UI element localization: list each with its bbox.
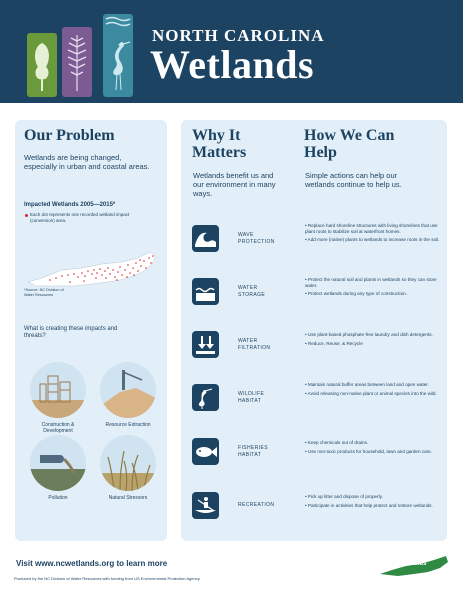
extraction-icon [100,362,156,418]
construction-image [30,362,86,418]
nc-impact-map [22,240,162,290]
row-label-fisheries [238,445,268,458]
problem-heading: Our Problem [24,127,115,144]
bullet-item: • Maintain natural buffer areas between land and open water. [305,382,429,387]
how-heading: How We Can Help [304,127,395,161]
threats-question: What is creating these impacts and threats? [24,326,118,340]
problem-intro: Wetlands are being changed, especially in urban and coastal areas. [24,153,150,171]
pollution-icon [30,435,86,491]
row-label-line2: HABITAT [238,451,262,458]
heron-icon [192,384,219,411]
tree-icon [27,33,57,97]
kayak-icon [192,492,219,519]
bullet-item: • Reduce, Reuse, & Recycle [305,340,363,346]
row-label-line2: HABITAT [238,397,262,404]
extraction-image [100,362,156,418]
row-label-line1: WATER [238,285,258,291]
row-bullets-wildlife [305,382,443,399]
row-label-line1: FISHERIES [238,445,268,451]
row-label-line1: RECREATION [238,502,275,508]
row-label-line2: FILTRATION [238,344,271,351]
fern-icon [62,27,92,97]
why-heading: Why It Matters [192,127,247,161]
nc-wetlands-logo [378,552,450,578]
fish-icon [192,438,219,465]
row-label-line1: WATER [238,338,258,344]
grass-icon [100,435,156,491]
bullet-item: • Participate in activities that help protect and restore wetlands. [305,502,433,508]
row-bullets-wave [305,223,443,246]
tree-tile [27,33,57,97]
threat-label-extraction: Resource Extraction [105,422,151,428]
row-label-filtration [238,338,270,351]
impacted-title: Impacted Wetlands 2005—2015* [24,202,116,208]
header-title-state: NORTH CAROLINA [152,26,325,45]
row-bullets-recreation [305,494,443,511]
wave-icon [192,225,219,252]
bullet-item: • Use plant-based phosphate-free laundry and dish detergents. [305,332,433,337]
header-title-main: Wetlands [150,42,315,87]
logo-line2: Wetlands [400,561,427,567]
threat-label-pollution: Pollution [48,495,68,501]
threat-label-stressors: Natural Stressors [108,495,148,501]
row-bullets-filtration [305,332,443,349]
water-filtration-icon [192,331,219,358]
website-link[interactable]: Visit www.ncwetlands.org to learn more [16,559,168,568]
heron-tile [103,14,133,97]
row-label-line2: STORAGE [238,291,266,298]
row-label-recreation [238,502,274,509]
row-label-storage [238,285,265,298]
row-bullets-fisheries [305,440,443,457]
threat-label-construction: Construction & Development [41,422,75,435]
bullet-item: • Use non-toxic products for household, lawn and garden care. [305,448,432,454]
construction-icon [30,362,86,418]
bullet-item: • Pick up litter and dispose of properly. [305,494,383,499]
bullet-item: • Replace hard shoreline structures with living shorelines that use plant roots to stabilize soil at waterfront homes. [305,223,438,234]
pollution-image [30,435,86,491]
bullet-item: • Protect the natural soil and plants in wetlands so they can store water. [305,277,437,288]
row-label-line2: PROTECTION [238,238,275,245]
heron-logo-icon [103,14,133,97]
legend-text: Each dot represents one recorded wetland impact (conversion) area. [30,212,130,223]
row-label-line1: WILDLIFE [238,391,265,397]
fern-tile [62,27,92,97]
bullet-item: • Add more (native) plants to wetlands to increase roots in the soil. [305,237,440,243]
map-source-note: *Source: NC Division of Water Resources [24,288,64,297]
bullet-item: • Keep chemicals out of drains. [305,440,369,445]
header-banner [0,0,463,103]
row-label-line1: WAVE [238,232,254,238]
row-bullets-storage [305,277,443,300]
how-intro: Simple actions can help our wetlands continue to help us. [305,171,402,189]
water-storage-icon [192,278,219,305]
bullet-item: • Protect wetlands during any type of construction. [305,291,407,297]
stressors-image [100,435,156,491]
logo-line1: NC [408,555,416,561]
why-intro: Wetlands benefit us and our environment in many ways. [193,171,276,198]
row-label-wave [238,232,275,245]
bullet-item: • Avoid releasing non-native plant or animal species into the wild. [305,390,437,396]
legend-dot [25,214,28,217]
row-label-wildlife [238,391,264,404]
production-credit: Produced by the NC Division of Water Resources with funding from US Environmental Protection Agency. [14,576,201,581]
